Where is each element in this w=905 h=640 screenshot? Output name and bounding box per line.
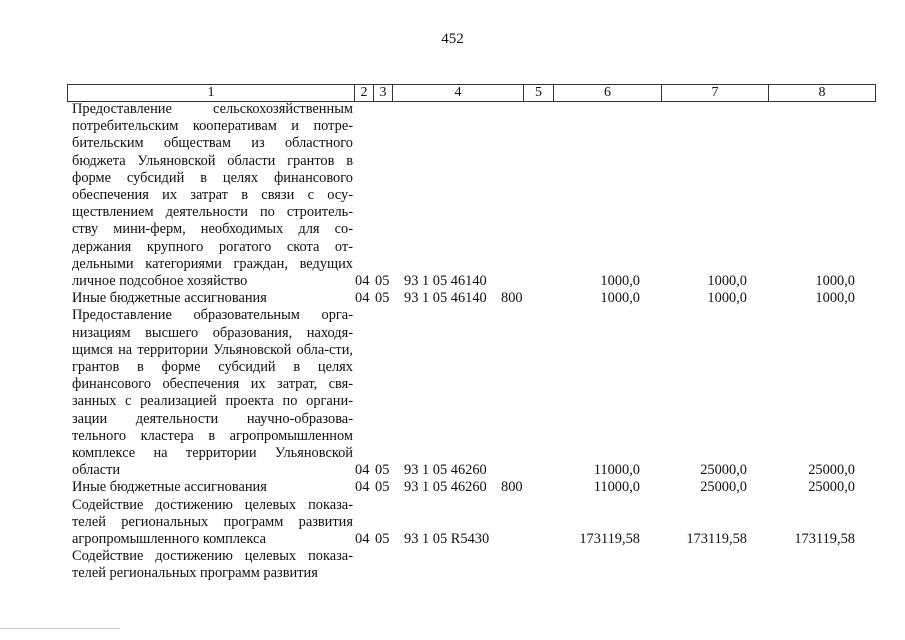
column-header-7: 7 [662,85,769,102]
scan-edge-mark [0,628,120,629]
column-header-6: 6 [554,85,662,102]
table-row [67,548,867,582]
row-subsection-code: 05 [375,273,390,290]
row-description: Содействие достижению целевых показа-телей региональных программ развития агропромышленного комплекса [72,496,353,548]
table-row [67,290,867,307]
row-section-code: 04 [355,273,370,290]
row-amount-8: 25000,0 [808,462,855,479]
row-section-code: 04 [355,462,370,479]
row-target-article: 93 1 05 R5430 [404,531,490,548]
row-section-code: 04 [355,479,370,496]
column-header-5: 5 [524,85,554,102]
table-row [67,497,867,549]
row-subsection-code: 05 [375,531,390,548]
row-amount-8: 173119,58 [794,531,855,548]
row-amount-8: 1000,0 [815,290,855,307]
column-header-8: 8 [769,85,876,102]
row-subsection-code: 05 [375,479,390,496]
budget-table-body [67,101,867,583]
column-header-4: 4 [393,85,524,102]
row-amount-6: 173119,58 [579,531,640,548]
page-number: 452 [441,31,464,47]
row-amount-8: 25000,0 [808,479,855,496]
row-subsection-code: 05 [375,290,390,307]
table-row [67,101,867,290]
table-row [67,479,867,496]
row-section-code: 04 [355,290,370,307]
column-header-row [68,85,876,102]
row-subsection-code: 05 [375,462,390,479]
column-header-table [67,84,876,102]
row-description: Предоставление образовательным орга-низациям высшего образования, находя-щимся на территории Ульяновской обла-сти, грантов в форме субсидий в целях финансового обеспечения их затрат, свя-занных с реализацией проекта по органи-зации деятельности научно-образова-тельного кластера в агропромышленном комплексе на территории Ульяновской области [72,307,353,479]
row-amount-6: 1000,0 [600,273,640,290]
row-amount-7: 173119,58 [686,531,747,548]
row-expense-type: 800 [501,479,523,496]
table-row [67,307,867,479]
row-description: Содействие достижению целевых показа-телей региональных программ развития [72,548,353,582]
row-expense-type: 800 [501,290,523,307]
row-target-article: 93 1 05 46140 [404,290,487,307]
row-amount-6: 11000,0 [593,462,640,479]
row-description: Предоставление сельскохозяйственным потребительским кооперативам и потре-бительским обществам из областного бюджета Ульяновской области грантов в форме субсидий в целях финансового обеспечения их затрат в связи с осу-ществлением деятельности по строитель-ству мини-ферм, необходимых для со-держания крупного рогатого скота от-дельными категориями граждан, ведущих личное подсобное хозяйство [72,101,353,290]
column-header-3: 3 [374,85,393,102]
row-amount-6: 11000,0 [593,479,640,496]
row-target-article: 93 1 05 46260 [404,462,487,479]
column-header-1: 1 [68,85,355,102]
column-header-2: 2 [355,85,374,102]
row-amount-7: 1000,0 [707,290,747,307]
row-description: Иные бюджетные ассигнования [72,290,267,307]
row-target-article: 93 1 05 46140 [404,273,487,290]
row-amount-7: 25000,0 [700,479,747,496]
row-amount-7: 1000,0 [707,273,747,290]
row-section-code: 04 [355,531,370,548]
row-target-article: 93 1 05 46260 [404,479,487,496]
row-amount-8: 1000,0 [815,273,855,290]
row-description: Иные бюджетные ассигнования [72,479,267,496]
row-amount-7: 25000,0 [700,462,747,479]
row-amount-6: 1000,0 [600,290,640,307]
